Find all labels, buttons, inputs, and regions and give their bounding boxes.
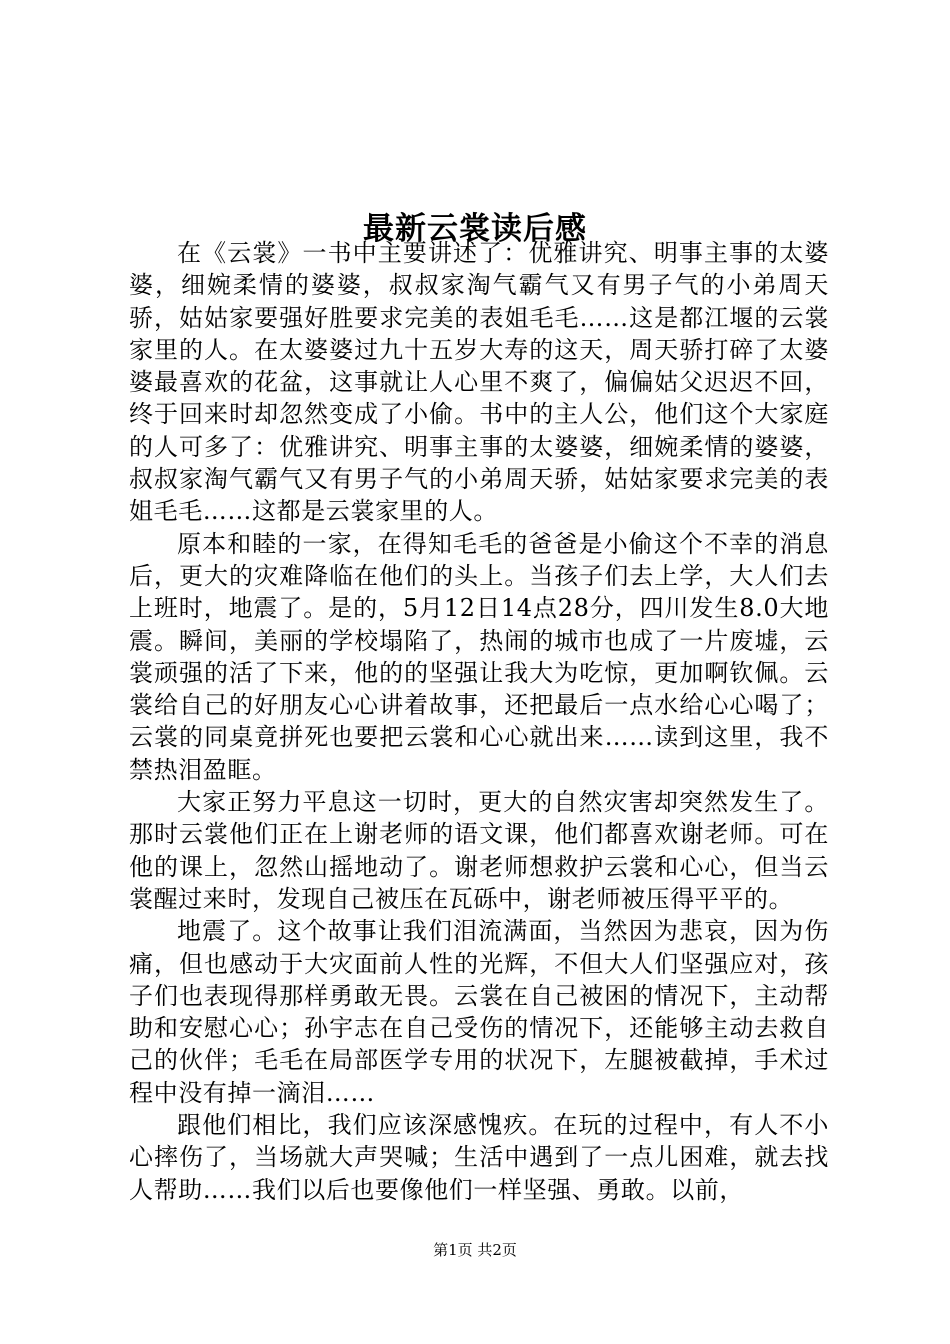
paragraph: 跟他们相比，我们应该深感愧疚。在玩的过程中，有人不小心摔伤了，当场就大声哭喊；生活中遇到了一点儿困难，就去找人帮助……我们以后也要像他们一样坚强、勇敢。以前， (129, 1111, 829, 1204)
paragraph: 原本和睦的一家，在得知毛毛的爸爸是小偷这个不幸的消息后，更大的灾难降临在他们的头上。当孩子们去上学，大人们去上班时，地震了。是的，5月12日14点28分，四川发生8.0大地震。瞬间，美丽的学校塌陷了，热闹的城市也成了一片废墟，云裳顽强的活了下来，他的的坚强让我大为吃惊，更加啊钦佩。云裳给自己的好朋友心心讲着故事，还把最后一点水给心心喝了；云裳的同桌竟拼死也要把云裳和心心就出来……读到这里，我不禁热泪盈眶。 (129, 529, 829, 784)
paragraph: 在《云裳》一书中主要讲述了：优雅讲究、明事主事的太婆婆，细婉柔情的婆婆，叔叔家淘气霸气又有男子气的小弟周天骄，姑姑家要强好胜要求完美的表姐毛毛……这是都江堰的云裳家里的人。在太婆婆过九十五岁大寿的这天，周天骄打碎了太婆婆最喜欢的花盆，这事就让人心里不爽了，偏偏姑父迟迟不回，终于回来时却忽然变成了小偷。书中的主人公，他们这个大家庭的人可多了：优雅讲究、明事主事的太婆婆，细婉柔情的婆婆，叔叔家淘气霸气又有男子气的小弟周天骄，姑姑家要求完美的表姐毛毛……这都是云裳家里的人。 (129, 239, 829, 526)
page-number-footer: 第1页 共2页 (433, 1241, 517, 1259)
paragraph: 大家正努力平息这一切时，更大的自然灾害却突然发生了。那时云裳他们正在上谢老师的语文课，他们都喜欢谢老师。可在他的课上，忽然山摇地动了。谢老师想救护云裳和心心，但当云裳醒过来时，发现自己被压在瓦砾中，谢老师被压得平平的。 (129, 788, 829, 913)
document-title: 最新云裳读后感 (363, 210, 587, 247)
paragraph: 地震了。这个故事让我们泪流满面，当然因为悲哀，因为伤痛，但也感动于大灾面前人性的光辉，不但大人们坚强应对，孩子们也表现得那样勇敢无畏。云裳在自己被困的情况下，主动帮助和安慰心心；孙宇志在自己受伤的情况下，还能够主动去救自己的伙伴；毛毛在局部医学专用的状况下，左腿被截掉，手术过程中没有掉一滴泪…… (129, 917, 829, 1107)
document-body (129, 237, 829, 1206)
